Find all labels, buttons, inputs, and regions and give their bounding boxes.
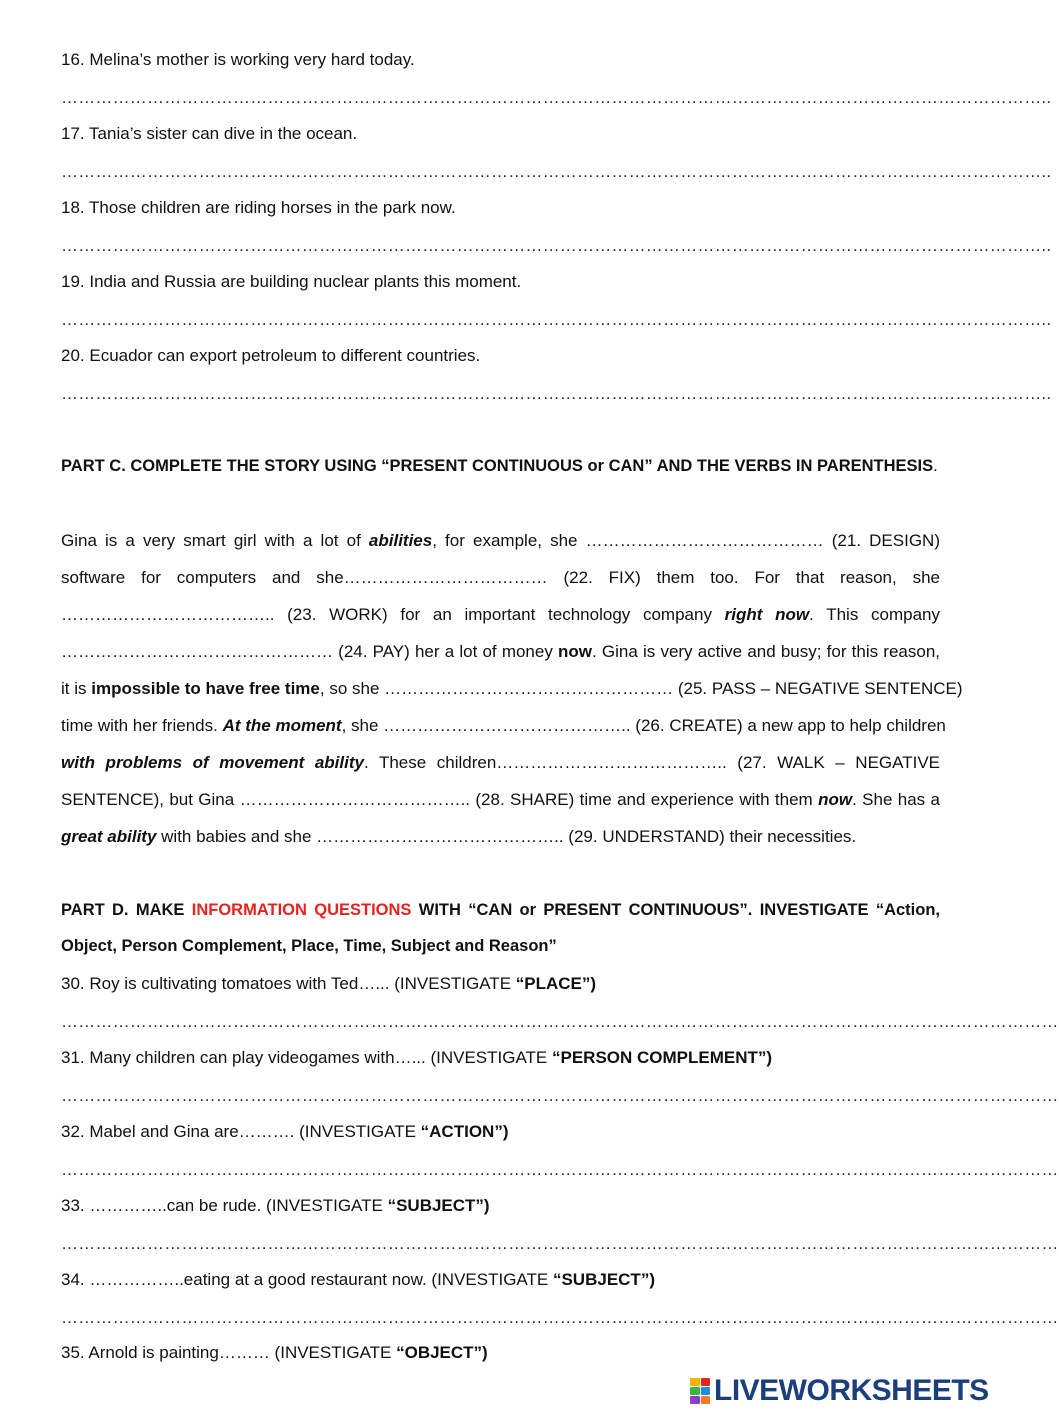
story-blank-29[interactable]: with babies and she …………………………………….. (29. UNDERSTAND) their necessities.	[156, 827, 857, 846]
answer-line-17[interactable]: ………………………………………………………………………………………………………………………………………………………..	[61, 162, 1052, 181]
answer-line-18[interactable]: ………………………………………………………………………………………………………………………………………………………..	[61, 236, 1052, 255]
story-emphasis: now	[558, 642, 593, 661]
question-key: “OBJECT”)	[396, 1343, 488, 1362]
part-d-heading-highlight: INFORMATION QUESTIONS	[191, 901, 412, 919]
question-20: 20. Ecuador can export petroleum to different countries.	[61, 346, 481, 365]
question-text: 35. Arnold is painting……… (INVESTIGATE	[61, 1343, 397, 1362]
part-d-heading-line-2: Object, Person Complement, Place, Time, Subject and Reason”	[61, 937, 557, 955]
story-text: time with her friends.	[61, 716, 223, 735]
part-d-heading-text: WITH “CAN or PRESENT CONTINUOUS”. INVESTIGATE “Action,	[411, 901, 940, 919]
story-blank-28[interactable]: SENTENCE), but Gina ………………………………….. (28. SHARE) time and experience with them	[61, 790, 819, 809]
story-line-3	[61, 605, 940, 625]
story-emphasis: right now	[724, 605, 810, 624]
question-18: 18. Those children are riding horses in the park now.	[61, 198, 456, 217]
story-blank-22[interactable]: software for computers and she……………………………… (22. FIX) them too. For that reason, she	[61, 568, 940, 587]
question-text: 31. Many children can play videogames with…... (INVESTIGATE	[61, 1048, 552, 1067]
question-35	[61, 1343, 488, 1363]
question-19: 19. India and Russia are building nuclear plants this moment.	[61, 272, 522, 291]
story-text: Gina is a very smart girl with a lot of	[61, 531, 369, 550]
part-c-heading	[61, 457, 938, 476]
question-33	[61, 1196, 490, 1216]
answer-line-30[interactable]: …………………………………………………………………………………………………………………………………………………………	[61, 1012, 1059, 1031]
story-text: . Gina is very active and busy; for this reason,	[592, 642, 940, 661]
question-text: 32. Mabel and Gina are………. (INVESTIGATE	[61, 1122, 421, 1141]
question-key: “ACTION”)	[420, 1122, 509, 1141]
story-line-6	[61, 716, 946, 736]
answer-line-31[interactable]: …………………………………………………………………………………………………………………………………………………………	[61, 1086, 1059, 1105]
story-emphasis: abilities	[368, 531, 433, 550]
liveworksheets-logo-text: LIVEWORKSHEETS	[714, 1374, 989, 1407]
story-line-5	[61, 679, 963, 699]
story-emphasis: impossible to have free time	[91, 679, 320, 698]
story-line-2	[61, 568, 940, 588]
question-text: 34. ……………..eating at a good restaurant now. (INVESTIGATE	[61, 1270, 553, 1289]
answer-line-33[interactable]: …………………………………………………………………………………………………………………………………………………………	[61, 1234, 1059, 1253]
question-key: “SUBJECT”)	[387, 1196, 490, 1215]
question-32	[61, 1122, 508, 1142]
story-blank-25[interactable]: , so she …………………………………………… (25. PASS – NEGATIVE SENTENCE)	[319, 679, 963, 698]
question-text: 30. Roy is cultivating tomatoes with Ted…... (INVESTIGATE	[61, 974, 516, 993]
story-emphasis: with problems of movement ability	[61, 753, 364, 772]
story-line-8	[61, 790, 940, 810]
story-text: . This company	[809, 605, 940, 624]
story-line-1	[61, 531, 940, 551]
part-d-heading-text: PART D. MAKE	[61, 901, 192, 919]
part-d-heading	[61, 901, 940, 920]
question-34	[61, 1270, 655, 1290]
question-text: 33. …………..can be rude. (INVESTIGATE	[61, 1196, 388, 1215]
answer-line-34[interactable]: …………………………………………………………………………………………………………………………………………………………	[61, 1308, 1059, 1327]
story-blank-21[interactable]: , for example, she …………………………………… (21. DESIGN)	[432, 531, 940, 550]
story-text: . She has a	[852, 790, 940, 809]
story-blank-26[interactable]: , she …………………………………….. (26. CREATE) a new app to help children	[341, 716, 946, 735]
answer-line-20[interactable]: ………………………………………………………………………………………………………………………………………………………..	[61, 384, 1052, 403]
story-emphasis: great ability	[61, 827, 157, 846]
question-31	[61, 1048, 772, 1068]
story-blank-24[interactable]: ………………………………………… (24. PAY) her a lot of money	[61, 642, 559, 661]
question-key: “SUBJECT”)	[552, 1270, 655, 1289]
liveworksheets-logo-icon	[690, 1378, 710, 1404]
story-blank-23[interactable]: ……………………………….. (23. WORK) for an important technology company	[61, 605, 725, 624]
part-c-heading-text: PART C. COMPLETE THE STORY USING “PRESENT CONTINUOUS or CAN” AND THE VERBS IN PARENTHESIS	[61, 457, 934, 475]
question-17: 17. Tania’s sister can dive in the ocean.	[61, 124, 358, 143]
liveworksheets-logo	[690, 1374, 989, 1408]
story-line-9	[61, 827, 940, 847]
question-16: 16. Melina’s mother is working very hard today.	[61, 50, 415, 69]
story-text: it is	[61, 679, 92, 698]
story-emphasis: At the moment	[222, 716, 342, 735]
question-30	[61, 974, 596, 994]
story-emphasis: now	[818, 790, 853, 809]
answer-line-16[interactable]: ………………………………………………………………………………………………………………………………………………………..	[61, 88, 1052, 107]
story-line-4	[61, 642, 940, 662]
answer-line-32[interactable]: …………………………………………………………………………………………………………………………………………………………	[61, 1160, 1059, 1179]
story-line-7	[61, 753, 940, 773]
part-c-heading-period: .	[933, 457, 938, 475]
question-key: “PERSON COMPLEMENT”)	[552, 1048, 773, 1067]
question-key: “PLACE”)	[515, 974, 597, 993]
story-blank-27[interactable]: . These children………………………………….. (27. WALK – NEGATIVE	[363, 753, 940, 772]
answer-line-19[interactable]: ………………………………………………………………………………………………………………………………………………………..	[61, 310, 1052, 329]
